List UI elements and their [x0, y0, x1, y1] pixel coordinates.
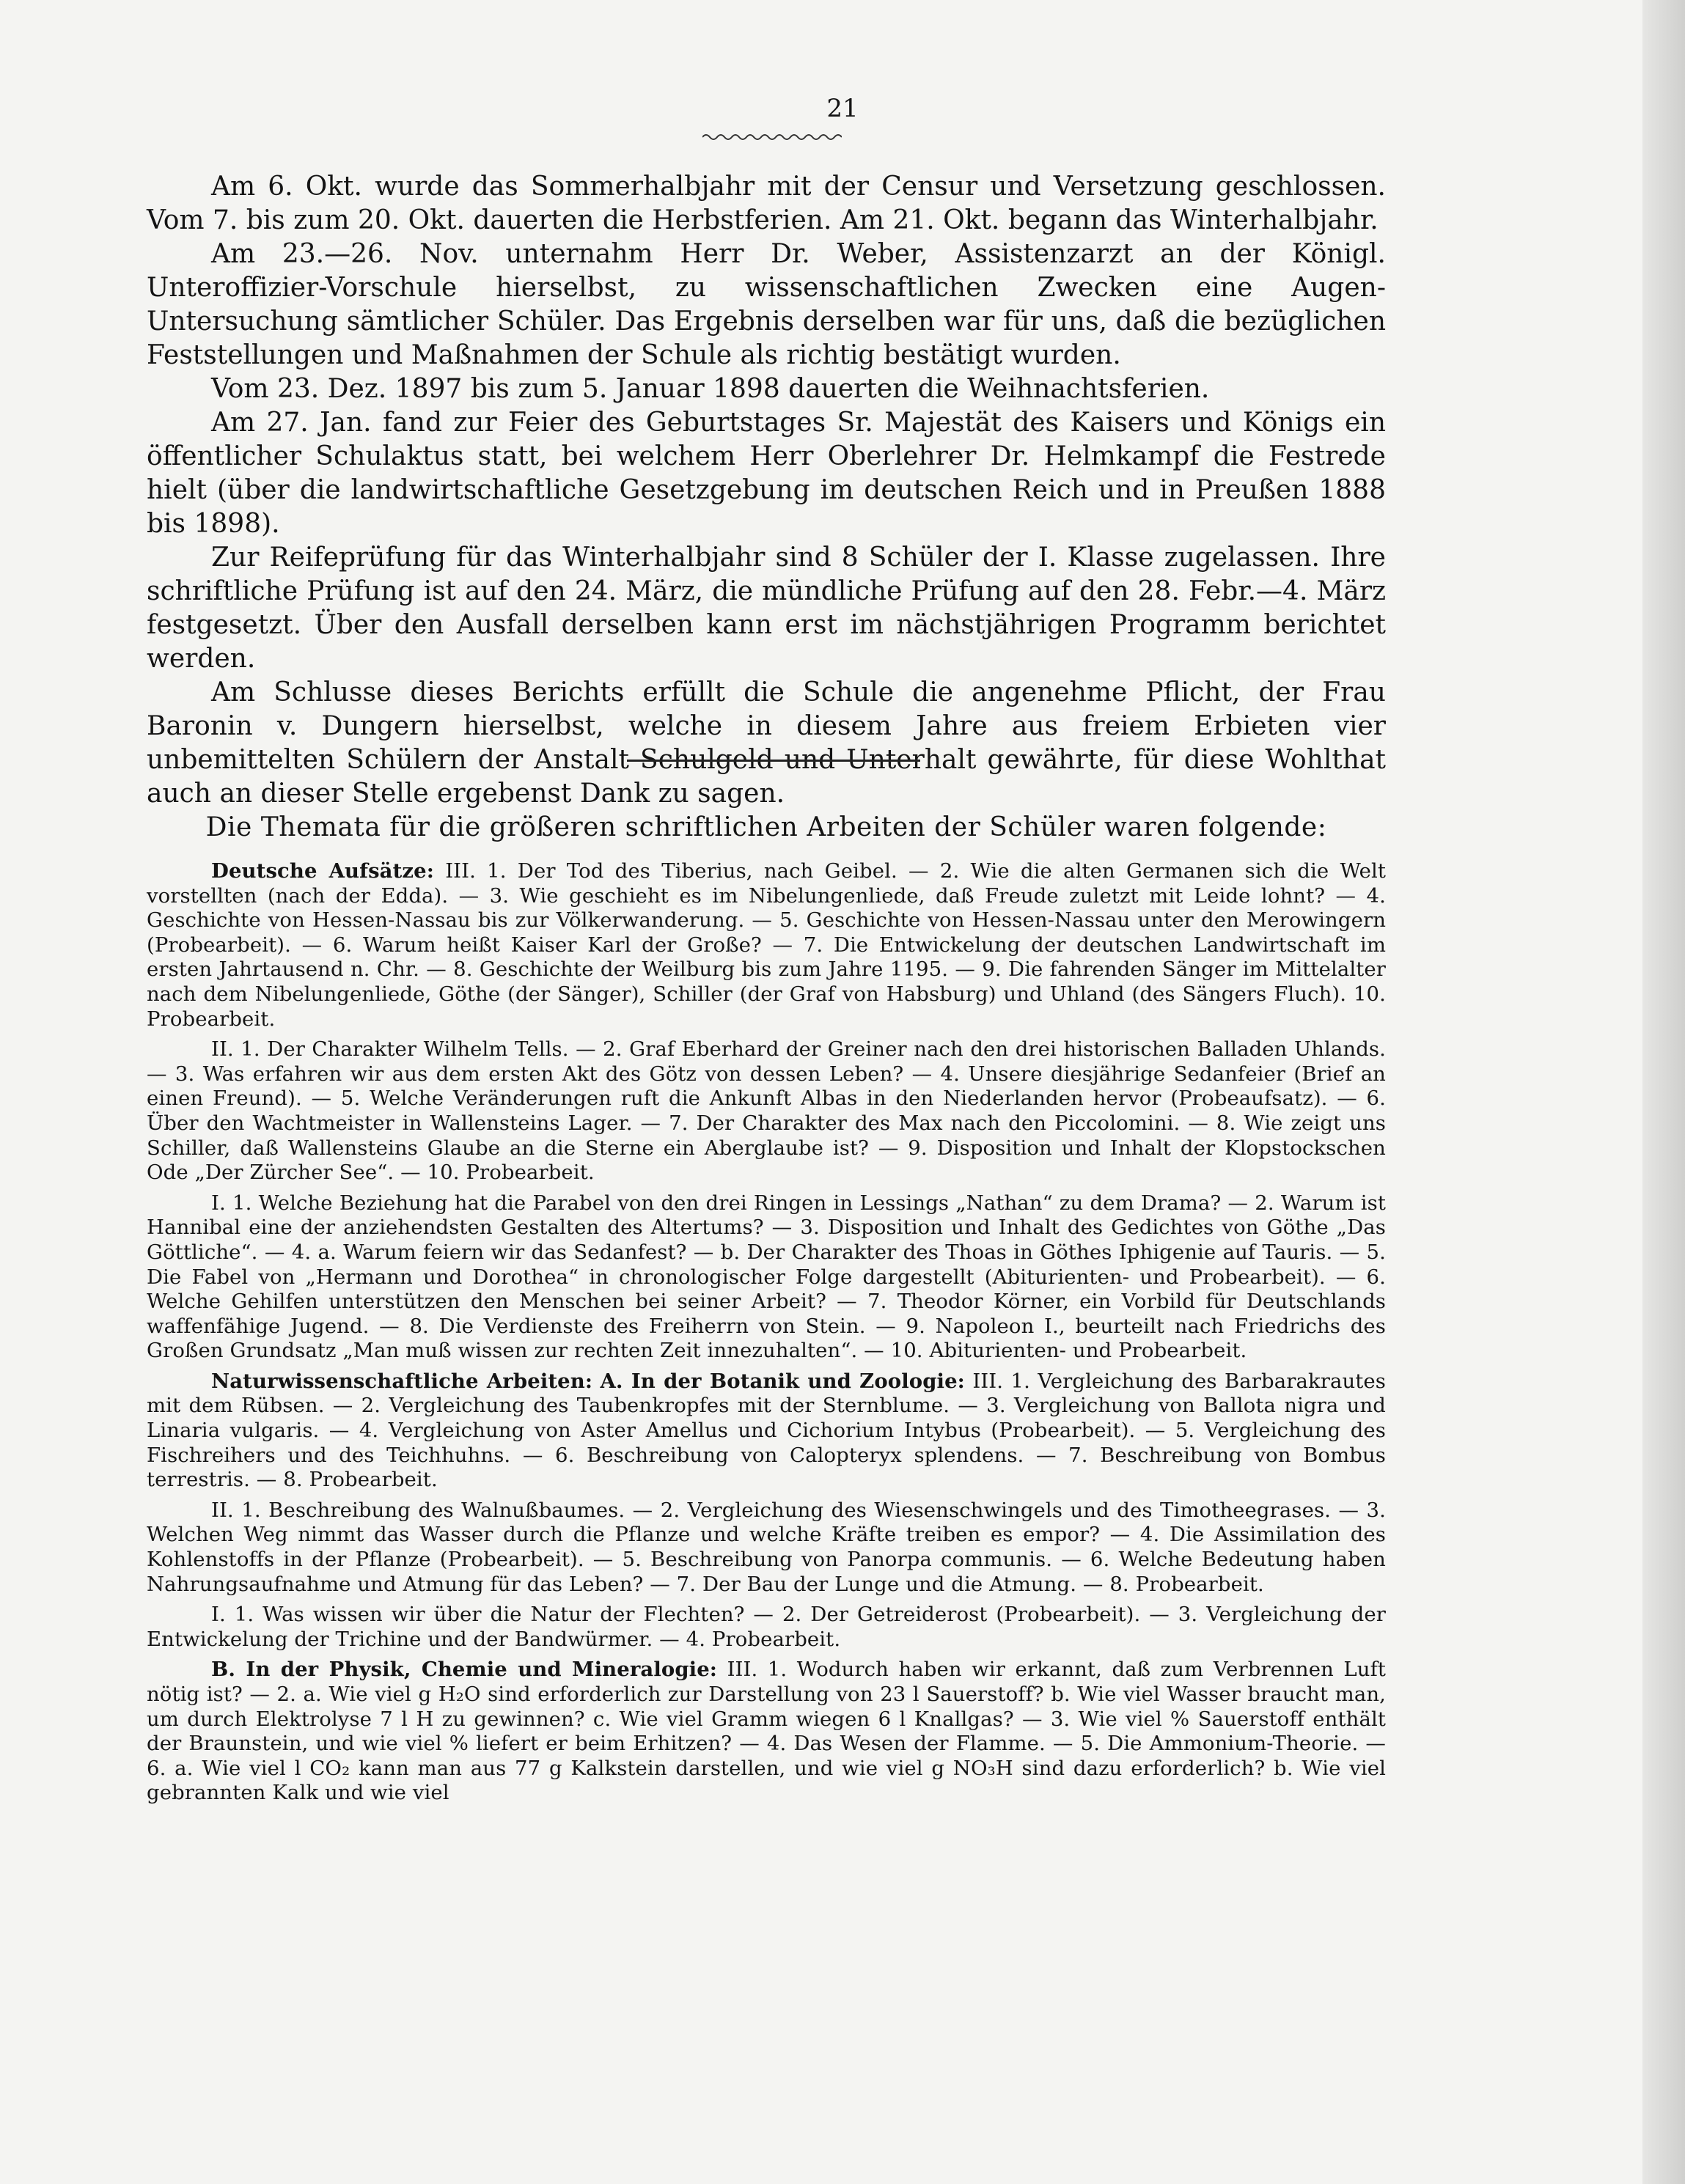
science-b-intro: B. In der Physik, Chemie und Mineralogie: [211, 1658, 718, 1682]
paragraph-final-exam: Zur Reifeprüfung für das Winterhalbjahr sind 8 Schüler der I. Klasse zugelassen. Ihre schriftliche Prüfung ist auf den 24. März, die mündliche Prüfung auf den 28. Febr.—4. März festgesetzt. Über den Ausfall derselben kann erst im nächstjährigen Programm berichtet werden. [147, 543, 1386, 674]
science-a-class-ii: II. 1. Beschreibung des Walnußbaumes. — 2. Vergleichung des Wiesenschwingels und des Timotheegrases. — 3. Welchen Weg nimmt das Wasser durch die Pflanze und welche Kräfte treiben es empor? — 4. Die Assimilation des Kohlenstoffs in der Pflanze (Probearbeit). — 5. Beschreibung von Panorpa communis. — 6. Welche Bedeutung haben Nahrungsaufnahme und Atmung für das Leben? — 7. Der Bau der Lunge und die Atmung. — 8. Probearbeit. [147, 1498, 1386, 1596]
paragraph-acknowledgement: Am Schlusse dieses Berichts erfüllt die Schule die angenehme Pflicht, der Frau Baronin v. Dungern hierselbst, welche in diesem Jahre aus freiem Erbieten vier unbemittelten Schülern der Anstalt Schulgeld und Unterhalt gewährte, für diese Wohlthat auch an dieser Stelle ergebenst Dank zu sagen. [147, 677, 1386, 809]
german-class-i: I. 1. Welche Beziehung hat die Parabel von den drei Ringen in Lessings „Nathan“ zu dem Drama? — 2. Warum ist Hannibal eine der anziehendsten Gestalten des Altertums? — 3. Disposition und Inhalt des Gedichtes von Göthe „Das Göttliche“. — 4. a. Warum feiern wir das Sedanfest? — b. Der Charakter des Thoas in Göthes Iphigenie auf Tauris. — 5. Die Fabel von „Hermann und Dorothea“ in chronologischer Folge dargestellt (Abiturienten- und Probearbeit). — 6. Welche Gehilfen unterstützen den Menschen bei seiner Arbeit? — 7. Theodor Körner, ein Vorbild für Deutschlands waffenfähige Jugend. — 8. Die Verdienste des Freiherrn von Stein. — 9. Napoleon I., beurteilt nach Friedrichs des Großen Grundsatz „Man muß wissen zur rechten Zeit innezuhalten“. — 10. Abiturienten- und Probearbeit. [147, 1191, 1386, 1363]
page-number: 21 [826, 94, 859, 123]
paragraph-emperor-birthday: Am 27. Jan. fand zur Feier des Geburtstages Sr. Majestät des Kaisers und Königs ein öffentlicher Schulaktus statt, bei welchem Herr Oberlehrer Dr. Helmkampf die Festrede hielt (über die landwirtschaftliche Gesetzgebung im deutschen Reich und in Preußen 1888 bis 1898). [147, 408, 1386, 539]
wavy-ornament [702, 132, 842, 142]
science-a-class-iii: III. 1. Vergleichung des Barbarakrautes mit dem Rübsen. — 2. Vergleichung des Taubenkropfes mit der Sternblume. — 3. Vergleichung von Ballota nigra und Linaria vulgaris. — 4. Vergleichung von Aster Amellus und Cichorium Intybus (Probearbeit). — 5. Vergleichung des Fischreihers und des Teichhuhns. — 6. Beschreibung von Calopteryx splendens. — 7. Beschreibung von Bombus terrestris. — 8. Probearbeit. [147, 1369, 1387, 1492]
section-divider [627, 760, 920, 762]
science-iii-paragraph [147, 1369, 1386, 1493]
science-a-class-i: I. 1. Was wissen wir über die Natur der Flechten? — 2. Der Getreiderost (Probearbeit). — 3. Vergleichung der Entwickelung der Trichine und der Bandwürmer. — 4. Probearbeit. [147, 1603, 1386, 1651]
paragraph-christmas-holidays: Vom 23. Dez. 1897 bis zum 5. Januar 1898 dauerten die Weihnachtsferien. [211, 374, 1210, 404]
science-a-intro: A. In der Botanik und Zoologie: [600, 1369, 965, 1393]
german-class-ii: II. 1. Der Charakter Wilhelm Tells. — 2. Graf Eberhard der Greiner nach den drei historischen Balladen Uhlands. — 3. Was erfahren wir aus dem ersten Akt des Götz von dessen Leben? — 4. Unsere diesjährige Sedanfeier (Brief an einen Freund). — 5. Welche Veränderungen ruft die Ankunft Albas in den Niederlanden hervor (Probeaufsatz). — 6. Über den Wachtmeister in Wallensteins Lager. — 7. Der Charakter des Max nach den Piccolomini. — 8. Wie zeigt uns Schiller, daß Wallensteins Glaube an die Sterne ein Aberglaube ist? — 9. Disposition und Inhalt der Klopstockschen Ode „Der Zürcher See“. — 10. Probearbeit. [147, 1037, 1386, 1185]
science-b-class-iii: III. 1. Wodurch haben wir erkannt, daß zum Verbrennen Luft nötig ist? — 2. a. Wie viel g H₂O sind erforderlich zur Darstellung von 23 l Sauerstoff? b. Wie viel Wasser braucht man, um durch Elektrolyse 7 l H zu gewinnen? c. Wie viel Gramm wiegen 6 l Knallgas? — 3. Wie viel % Sauerstoff enthält der Braunstein, und wie viel % liefert er beim Erhitzen? — 4. Das Wesen der Flamme. — 5. Die Ammonium-Theorie. — 6. a. Wie viel l CO₂ kann man aus 77 g Kalkstein darstellen, und wie viel g NO₃H sind dazu erforderlich? b. Wie viel gebrannten Kalk und wie viel [147, 1658, 1386, 1805]
paragraph-eye-examination: Am 23.—26. Nov. unternahm Herr Dr. Weber, Assistenzarzt an der Königl. Unteroffizier-Vorschule hierselbst, zu wissenschaftlichen Zwecken eine Augen-Untersuchung sämtlicher Schüler. Das Ergebnis derselben war für uns, daß die bezüglichen Feststellungen und Maßnahmen der Schule als richtig bestätigt wurden. [147, 239, 1386, 370]
page-gutter-shadow [1642, 0, 1685, 2184]
science-label: Naturwissenschaftliche Arbeiten: [211, 1369, 593, 1393]
science-b-paragraph [147, 1658, 1386, 1806]
themes-section [147, 859, 1386, 1812]
german-iii-paragraph [147, 859, 1386, 1032]
paragraph-semester-end: Am 6. Okt. wurde das Sommerhalbjahr mit der Censur und Versetzung geschlossen. Vom 7. bis zum 20. Okt. dauerten die Herbstferien. Am 21. Okt. begann das Winterhalbjahr. [147, 172, 1386, 235]
german-class-iii: III. 1. Der Tod des Tiberius, nach Geibel. — 2. Wie die alten Germanen sich die Welt vorstellten (nach der Edda). — 3. Wie geschieht es im Nibelungenliede, daß Freude zuletzt mit Leide lohnt? — 4. Geschichte von Hessen-Nassau bis zur Völkerwanderung. — 5. Geschichte von Hessen-Nassau unter den Merowingern (Probearbeit). — 6. Warum heißt Kaiser Karl der Große? — 7. Die Entwickelung der deutschen Landwirtschaft im ersten Jahrtausend n. Chr. — 8. Geschichte der Weilburg bis zum Jahre 1195. — 9. Die fahrenden Sänger im Mittelalter nach dem Nibelungenliede, Göthe (der Sänger), Schiller (der Graf von Habsburg) und Uhland (des Sängers Fluch). 10. Probearbeit. [147, 859, 1387, 1031]
german-label: Deutsche Aufsätze: [211, 859, 434, 883]
themes-heading: Die Themata für die größeren schriftlichen Arbeiten der Schüler waren folgende: [205, 812, 1327, 842]
chronicle-section [147, 170, 1386, 811]
